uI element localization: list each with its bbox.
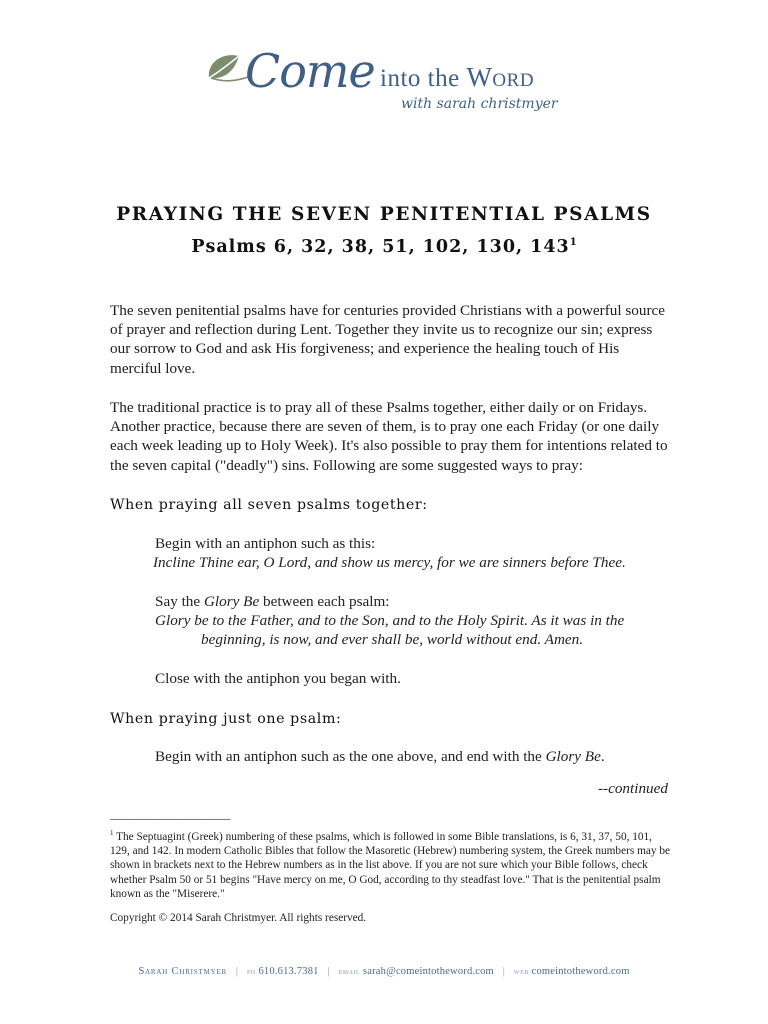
footer-phone[interactable]: 610.613.7381	[258, 966, 319, 977]
logo-into-the-word	[380, 62, 534, 93]
footnote-ref: 1	[569, 237, 577, 249]
section-heading-one: When praying just one psalm:	[110, 711, 342, 727]
footer-email-link[interactable]: sarah@comeintotheword.com	[362, 966, 494, 977]
continued-label: --continued	[597, 780, 668, 797]
say-glory: Glory Be	[203, 593, 260, 610]
begin-line: Begin with an antiphon such as this:	[155, 535, 376, 552]
one-glory: Glory Be	[545, 748, 601, 765]
one-suffix: .	[600, 748, 605, 765]
antiphon-block	[155, 534, 670, 572]
page-title: PRAYING THE SEVEN PENITENTIAL PSALMS	[116, 204, 652, 225]
one-prefix: Begin with an antiphon such as the one above, and end with the	[155, 748, 546, 765]
glory-block	[155, 592, 670, 650]
logo	[205, 40, 565, 132]
email-label: email	[338, 967, 361, 976]
paragraph-1: The seven penitential psalms have for centuries provided Christians with a powerful source of prayer and reflection during Lent. Together they invite us to recognize our sin; express our sorrow to God and ask His forgiveness; and experience the healing touch of His merciful love.	[110, 302, 666, 377]
footer-sep: |	[327, 966, 330, 977]
say-prefix: Say the	[155, 593, 204, 610]
logo-ord: ORD	[492, 70, 535, 91]
practice-paragraph	[110, 398, 670, 475]
subtitle-text: Psalms 6, 32, 38, 51, 102, 130, 143	[191, 237, 570, 257]
footnote-text: The Septuagint (Greek) numbering of these psalms, which is followed in some Bible translations, is 6, 31, 37, 50, 101, 129, and 142. In modern Catholic Bibles that follow the Masoretic (Hebrew) numbering system, the Greek numbers may be shown in brackets next to the Hebrew numbers as in the list above. If you are not sure which your Bible follows, check whether Psalm 50 or 51 begins "Have mercy on me, O God, according to thy steadfast love." That is the penitential psalm known as the "Miserere."	[110, 830, 671, 900]
phone-label: ph	[246, 967, 256, 976]
footer	[0, 966, 768, 977]
footnote-marker: 1	[110, 829, 114, 837]
say-suffix: between each psalm:	[259, 593, 390, 610]
one-psalm-line	[155, 747, 670, 766]
glory-line-1: Glory be to the Father, and to the Son, and to the Holy Spirit. As it was in the	[155, 612, 625, 630]
logo-w: W	[466, 62, 493, 92]
footer-sep: |	[235, 966, 239, 977]
antiphon-text: Incline Thine ear, O Lord, and show us mercy, for we are sinners before Thee.	[153, 554, 626, 572]
intro-paragraph	[110, 301, 670, 378]
footnote-rule: ____________________	[110, 806, 230, 821]
footer-sep: |	[502, 966, 506, 977]
web-label: web	[513, 967, 529, 976]
logo-come: Come	[245, 44, 375, 98]
footer-name: Sarah Christmyer	[138, 966, 227, 977]
title-block	[0, 204, 768, 257]
copyright: Copyright © 2014 Sarah Christmyer. All rights reserved.	[110, 912, 367, 924]
footnote	[110, 826, 670, 901]
logo-tagline: with sarah christmyer	[401, 96, 558, 112]
page-subtitle	[0, 237, 768, 257]
paragraph-2: The traditional practice is to pray all of these Psalms together, either daily or on Fridays. Another practice, because there are seven of them, is to pray one each Friday (or one daily each week leading up to Holy Week). It's also possible to pray them for intentions related to the seven capital ("deadly") sins. Following are some suggested ways to pray:	[110, 399, 668, 474]
section-heading-all: When praying all seven psalms together:	[110, 497, 428, 513]
close-line: Close with the antiphon you began with.	[155, 670, 401, 687]
footer-web-link[interactable]: comeintotheword.com	[531, 966, 630, 977]
say-line	[155, 592, 670, 611]
logo-into-the: into the	[380, 65, 467, 92]
glory-line-2: beginning, is now, and ever shall be, world without end. Amen.	[201, 631, 584, 649]
